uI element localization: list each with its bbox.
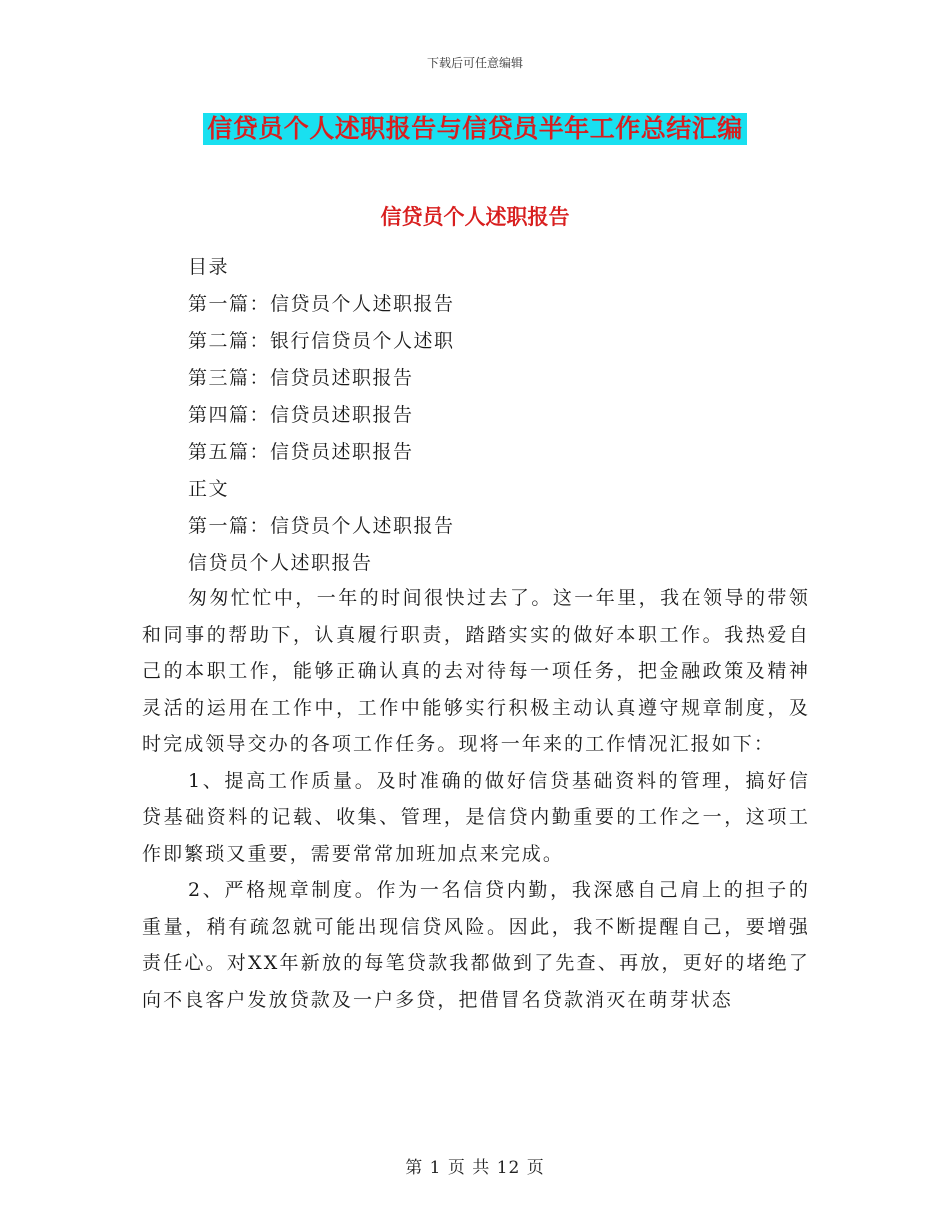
header-note: 下载后可任意编辑 — [426, 56, 523, 70]
paragraph: 2、严格规章制度。作为一名信贷内勤，我深感自己肩上的担子的重量，稍有疏忽就可能出现信贷风险。因此，我不断提醒自己，要增强责任心。对XX年新放的每笔贷款我都做到了先查、再放，更好的堵绝了向不良客户发放贷款及一户多贷，把借冒名贷款消灭在萌芽状态 — [142, 879, 810, 1011]
toc-item: 第一篇：信贷员个人述职报告 — [188, 293, 455, 315]
toc-item: 第五篇：信贷员述职报告 — [188, 441, 414, 463]
table-of-contents — [188, 249, 828, 582]
paragraph: 1、提高工作质量。及时准确的做好信贷基础资料的管理，搞好信贷基础资料的记载、收集、管理，是信贷内勤重要的工作之一，这项工作即繁琐又重要，需要常常加班加点来完成。 — [142, 769, 810, 865]
page-number-footer: 第 1 页 共 12 页 — [405, 1158, 545, 1178]
document-main-title: 信贷员个人述职报告与信贷员半年工作总结汇编 — [203, 113, 747, 145]
toc-item: 第四篇：信贷员述职报告 — [188, 404, 414, 426]
section-heading: 第一篇：信贷员个人述职报告 — [188, 515, 455, 537]
toc-item: 第二篇：银行信贷员个人述职 — [188, 330, 455, 352]
body-text — [142, 580, 810, 1018]
section-subheading: 信贷员个人述职报告 — [188, 552, 373, 574]
toc-heading: 目录 — [188, 256, 230, 278]
toc-item: 第三篇：信贷员述职报告 — [188, 367, 414, 389]
body-heading: 正文 — [188, 478, 230, 500]
document-subtitle: 信贷员个人述职报告 — [380, 204, 570, 229]
paragraph: 匆匆忙忙中，一年的时间很快过去了。这一年里，我在领导的带领和同事的帮助下，认真履行职责，踏踏实实的做好本职工作。我热爱自己的本职工作，能够正确认真的去对待每一项任务，把金融政策及精神灵活的运用在工作中，工作中能够实行积极主动认真遵守规章制度，及时完成领导交办的各项工作任务。现将一年来的工作情况汇报如下： — [142, 587, 810, 755]
main-title-wrap — [0, 113, 950, 145]
